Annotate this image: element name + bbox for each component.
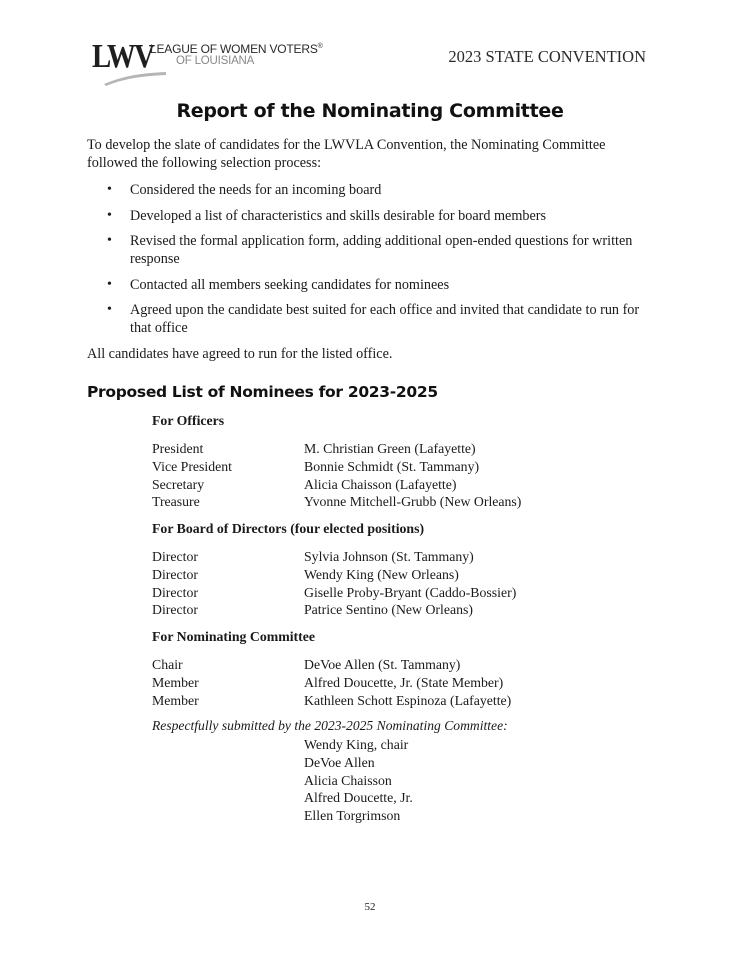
nominating-committee-heading: For Nominating Committee bbox=[152, 629, 315, 644]
list-item: • Developed a list of characteristics and skills desirable for board members bbox=[87, 207, 657, 225]
role-label: Director bbox=[152, 585, 198, 600]
selection-process-list bbox=[87, 181, 657, 345]
nominee-name: Yvonne Mitchell-Grubb (New Orleans) bbox=[304, 494, 522, 509]
nominee-name: Alicia Chaisson (Lafayette) bbox=[304, 477, 457, 492]
closing-statement: All candidates have agreed to run for the listed office. bbox=[87, 346, 393, 362]
nominee-row bbox=[152, 566, 459, 584]
nominee-row bbox=[152, 584, 516, 602]
signer-name: Ellen Torgrimson bbox=[304, 808, 401, 824]
logo-swoosh-icon bbox=[102, 70, 168, 86]
nominee-name: M. Christian Green (Lafayette) bbox=[304, 441, 476, 456]
list-item: • Agreed upon the candidate best suited for each office and invited that candidate to run for that office bbox=[87, 301, 657, 337]
nominee-name: Wendy King (New Orleans) bbox=[304, 567, 459, 582]
role-label: Member bbox=[152, 693, 199, 708]
nominee-name: Bonnie Schmidt (St. Tammany) bbox=[304, 459, 480, 474]
nominee-row bbox=[152, 493, 521, 511]
intro-paragraph: To develop the slate of candidates for the LWVLA Convention, the Nominating Committee followed the following selection process: bbox=[87, 137, 606, 171]
submitted-by-label: Respectfully submitted by the 2023-2025 Nominating Committee: bbox=[152, 718, 508, 733]
signer-name: Alfred Doucette, Jr. bbox=[304, 790, 413, 806]
signer-name: Wendy King, chair bbox=[304, 737, 409, 752]
nominee-row bbox=[152, 601, 473, 619]
role-label: Director bbox=[152, 567, 198, 582]
role-label: Director bbox=[152, 549, 198, 564]
logo-line2: OF LOUISIANA bbox=[176, 55, 255, 67]
signer-name: DeVoe Allen bbox=[304, 754, 375, 770]
list-item: • Considered the needs for an incoming board bbox=[87, 181, 657, 199]
nominee-name: DeVoe Allen (St. Tammany) bbox=[304, 657, 461, 672]
logo-mark: LWV bbox=[92, 38, 154, 75]
role-label: President bbox=[152, 441, 204, 456]
directors-heading: For Board of Directors (four elected positions) bbox=[152, 521, 425, 536]
list-item: • Revised the formal application form, adding additional open-ended questions for written response bbox=[87, 232, 657, 268]
nominee-name: Alfred Doucette, Jr. (State Member) bbox=[304, 675, 504, 690]
role-label: Chair bbox=[152, 657, 183, 672]
role-label: Member bbox=[152, 675, 199, 690]
nominee-row bbox=[152, 476, 456, 494]
nominees-heading: Proposed List of Nominees for 2023-2025 bbox=[87, 383, 438, 401]
role-label: Director bbox=[152, 602, 198, 617]
event-header: 2023 STATE CONVENTION bbox=[448, 47, 646, 66]
page-number: 52 bbox=[364, 901, 376, 913]
officers-heading: For Officers bbox=[152, 413, 225, 428]
nominee-name: Patrice Sentino (New Orleans) bbox=[304, 602, 473, 617]
role-label: Vice President bbox=[152, 459, 233, 474]
nominee-row bbox=[152, 656, 460, 674]
nominee-name: Giselle Proby-Bryant (Caddo-Bossier) bbox=[304, 585, 517, 600]
logo-line1: LEAGUE OF WOMEN VOTERS® bbox=[150, 42, 323, 56]
role-label: Treasure bbox=[152, 494, 200, 509]
nominee-row bbox=[152, 440, 476, 458]
nominee-row bbox=[152, 548, 474, 566]
nominee-row bbox=[152, 674, 503, 692]
nominee-name: Kathleen Schott Espinoza (Lafayette) bbox=[304, 693, 512, 708]
role-label: Secretary bbox=[152, 477, 205, 492]
nominee-row bbox=[152, 692, 511, 710]
signer-name: Alicia Chaisson bbox=[304, 772, 392, 788]
page-title: Report of the Nominating Committee bbox=[176, 100, 564, 122]
signers-list bbox=[304, 736, 413, 825]
nominee-row bbox=[152, 458, 479, 476]
lwv-louisiana-logo bbox=[92, 40, 322, 88]
nominee-name: Sylvia Johnson (St. Tammany) bbox=[304, 549, 474, 564]
list-item: • Contacted all members seeking candidates for nominees bbox=[87, 276, 657, 294]
